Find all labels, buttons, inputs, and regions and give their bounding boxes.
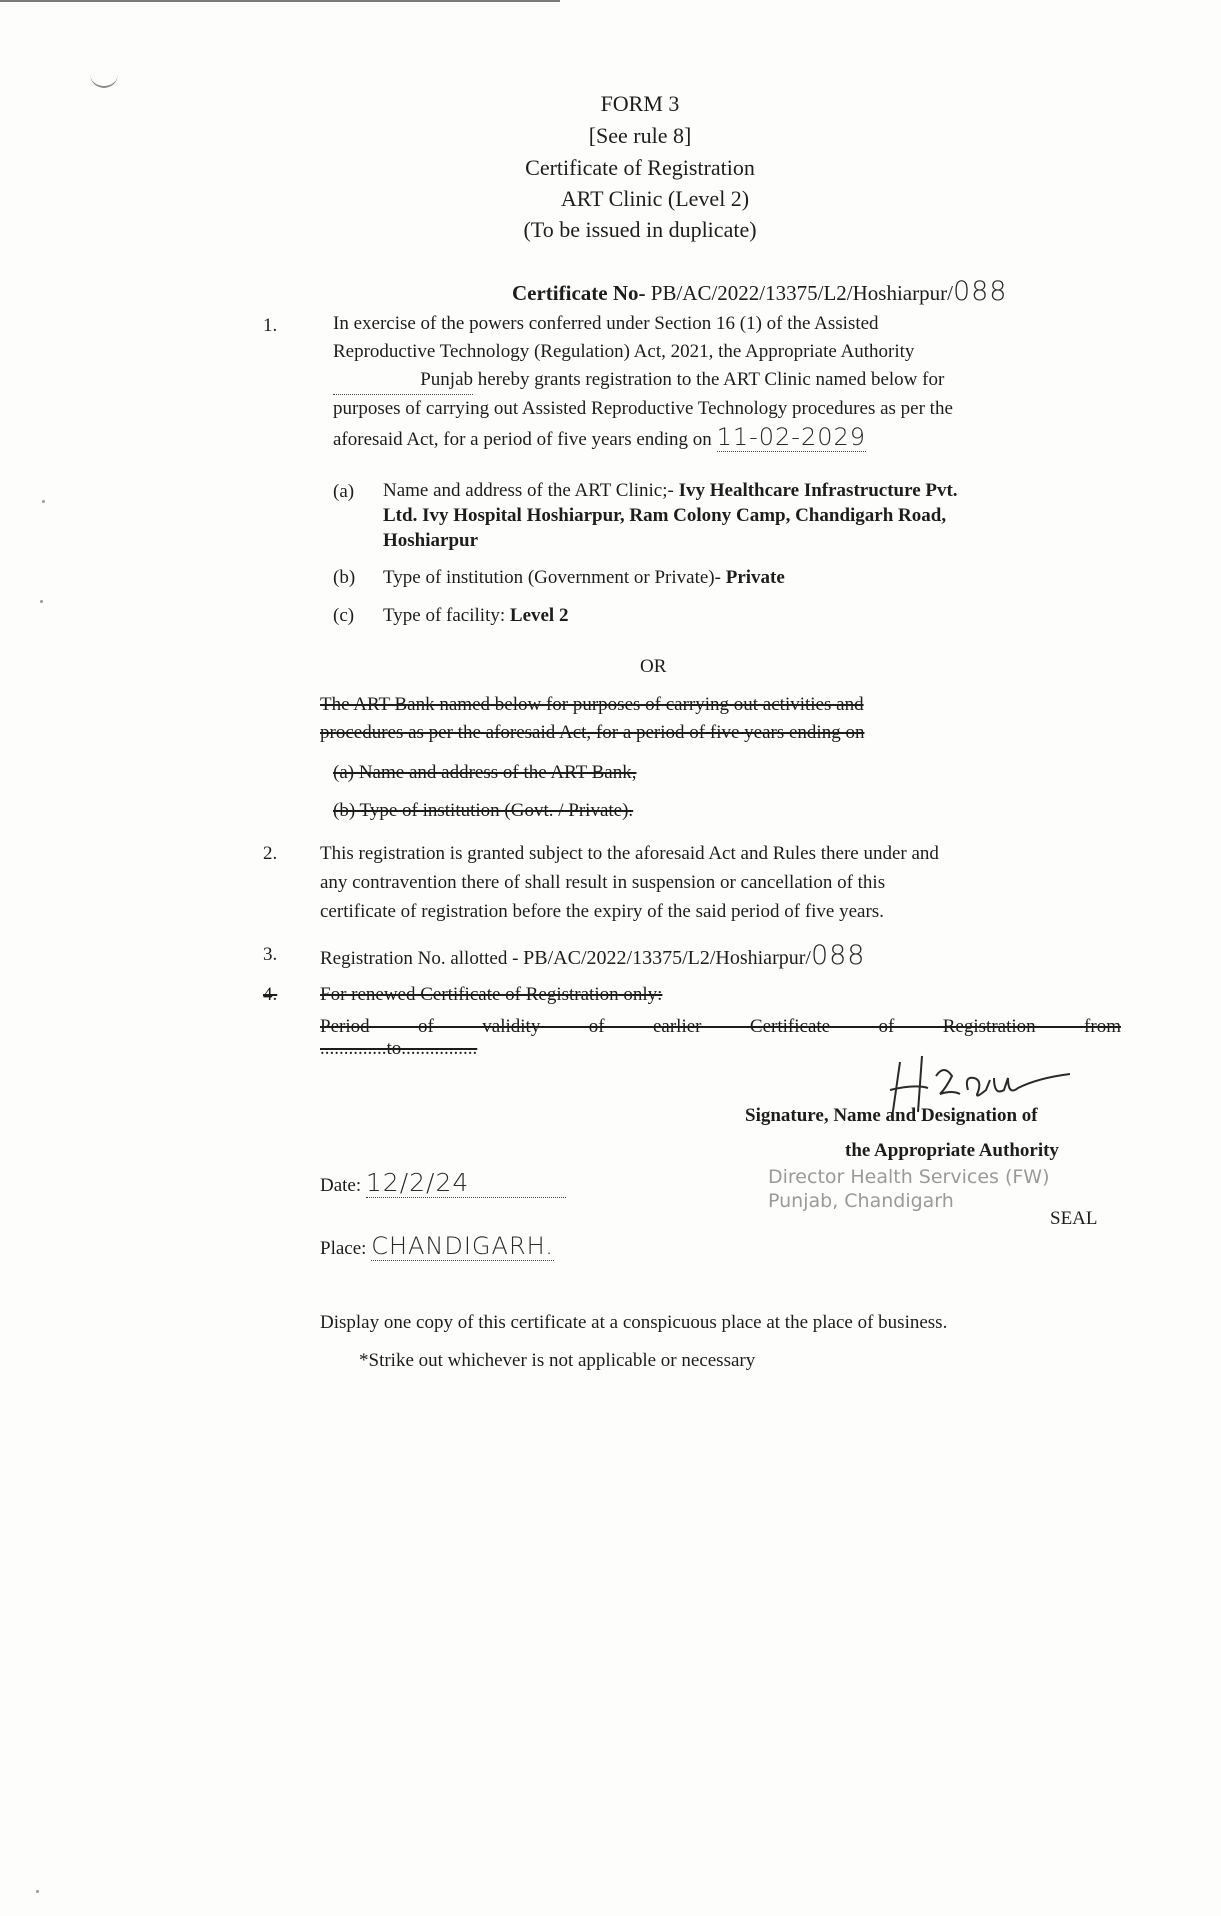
art-bank-paragraph: The ART Bank named below for purposes of carrying out activities and procedures as per the aforesaid Act, for a period of five years ending on <box>320 694 865 743</box>
form-rule: [See rule 8] <box>588 123 692 148</box>
sub-item-label: (b) <box>333 567 356 588</box>
registration-number: PB/AC/2022/13375/L2/Hoshiarpur/ <box>523 947 811 969</box>
strike-out-note: *Strike out whichever is not applicable or necessary <box>359 1350 756 1371</box>
certificate-subtitle: ART Clinic (Level 2) <box>560 186 750 211</box>
clinic-line: Name and address of the ART Clinic;- Ivy Healthcare Infrastructure Pvt. <box>383 480 958 501</box>
scan-speck <box>42 500 45 503</box>
art-bank-item-a: (a) Name and address of the ART Bank, <box>333 762 637 783</box>
authority-name: Punjab <box>333 366 473 395</box>
certificate-number: PB/AC/2022/13375/L2/Hoshiarpur/ <box>650 281 953 305</box>
item-number: 1. <box>263 315 278 336</box>
renewal-validity: Period of validity of earlier Certificate of Registration from <box>320 1016 1121 1037</box>
certificate-number-label: Certificate No- <box>512 281 646 305</box>
certificate-title: Certificate of Registration <box>525 155 755 180</box>
stamp-line: Punjab, Chandigarh <box>768 1190 954 1212</box>
facility-type: Type of facility: Level 2 <box>383 605 569 626</box>
facility-type-value: Level 2 <box>509 605 569 626</box>
scan-mark <box>90 72 118 88</box>
scan-speck <box>36 1890 39 1893</box>
clinic-address: Ltd. Ivy Hospital Hoshiarpur, Ram Colony Camp, Chandigarh Road, <box>383 505 947 526</box>
sub-item-label: (c) <box>333 605 355 626</box>
date-label: Date: <box>320 1175 362 1196</box>
issue-note: (To be issued in duplicate) <box>523 217 757 242</box>
display-instruction: Display one copy of this certificate at a conspicuous place at the place of business. <box>320 1312 948 1333</box>
date-value: 12/2/24 <box>366 1168 566 1198</box>
end-date: 11-02-2029 <box>716 423 867 451</box>
item-number: 2. <box>263 843 278 864</box>
place-field <box>320 1232 554 1261</box>
authority-label: the Appropriate Authority <box>845 1140 1059 1161</box>
place-value: CHANDIGARH. <box>371 1232 554 1260</box>
certificate-number-line <box>512 276 1008 307</box>
official-stamp <box>768 1165 1050 1213</box>
item1-line: Reproductive Technology (Regulation) Act, 2021, the Appropriate Authority <box>333 341 915 362</box>
item1-line: In exercise of the powers conferred under Section 16 (1) of the Assisted <box>333 313 879 334</box>
institution-type-value: Private <box>725 567 785 588</box>
date-field <box>320 1168 566 1198</box>
item-number: 4. <box>263 984 278 1005</box>
registration-number-suffix: 088 <box>810 940 866 971</box>
stamp-line: Director Health Services (FW) <box>768 1166 1050 1188</box>
item1-line: Punjab hereby grants registration to the ART Clinic named below for <box>333 366 1121 395</box>
seal-label: SEAL <box>1050 1208 1098 1229</box>
item1-line: purposes of carrying out Assisted Reproductive Technology procedures as per the <box>333 398 953 419</box>
art-bank-item-b: (b) Type of institution (Govt. / Private). <box>333 800 634 821</box>
place-label: Place: <box>320 1238 367 1259</box>
item1-paragraph <box>333 310 1121 454</box>
scan-speck <box>40 600 43 603</box>
institution-type: Type of institution (Government or Private)- Private <box>383 567 785 588</box>
item1-line: aforesaid Act, for a period of five years ending on 11-02-2029 <box>333 423 867 451</box>
clinic-details <box>383 478 1121 553</box>
renewal-dates: ..............to................ <box>320 1038 478 1059</box>
item2-paragraph: This registration is granted subject to the aforesaid Act and Rules there under and any contravention there of shall result in suspension or cancellation of this certificate of registration before the expiry of the said period of five years. <box>320 843 939 922</box>
sub-item-label: (a) <box>333 481 355 502</box>
certificate-number-suffix: 088 <box>952 276 1008 307</box>
signature-label: Signature, Name and Designation of <box>745 1105 1038 1126</box>
scan-edge-line <box>0 0 560 2</box>
clinic-name: Ivy Healthcare Infrastructure Pvt. <box>678 480 958 501</box>
or-separator: OR <box>640 656 667 677</box>
clinic-city: Hoshiarpur <box>383 530 479 551</box>
renewal-heading: For renewed Certificate of Registration only: <box>320 984 663 1005</box>
item-number: 3. <box>263 944 278 965</box>
form-title: FORM 3 <box>600 91 680 116</box>
registration-number-line: Registration No. allotted - PB/AC/2022/13375/L2/Hoshiarpur/088 <box>320 940 866 971</box>
